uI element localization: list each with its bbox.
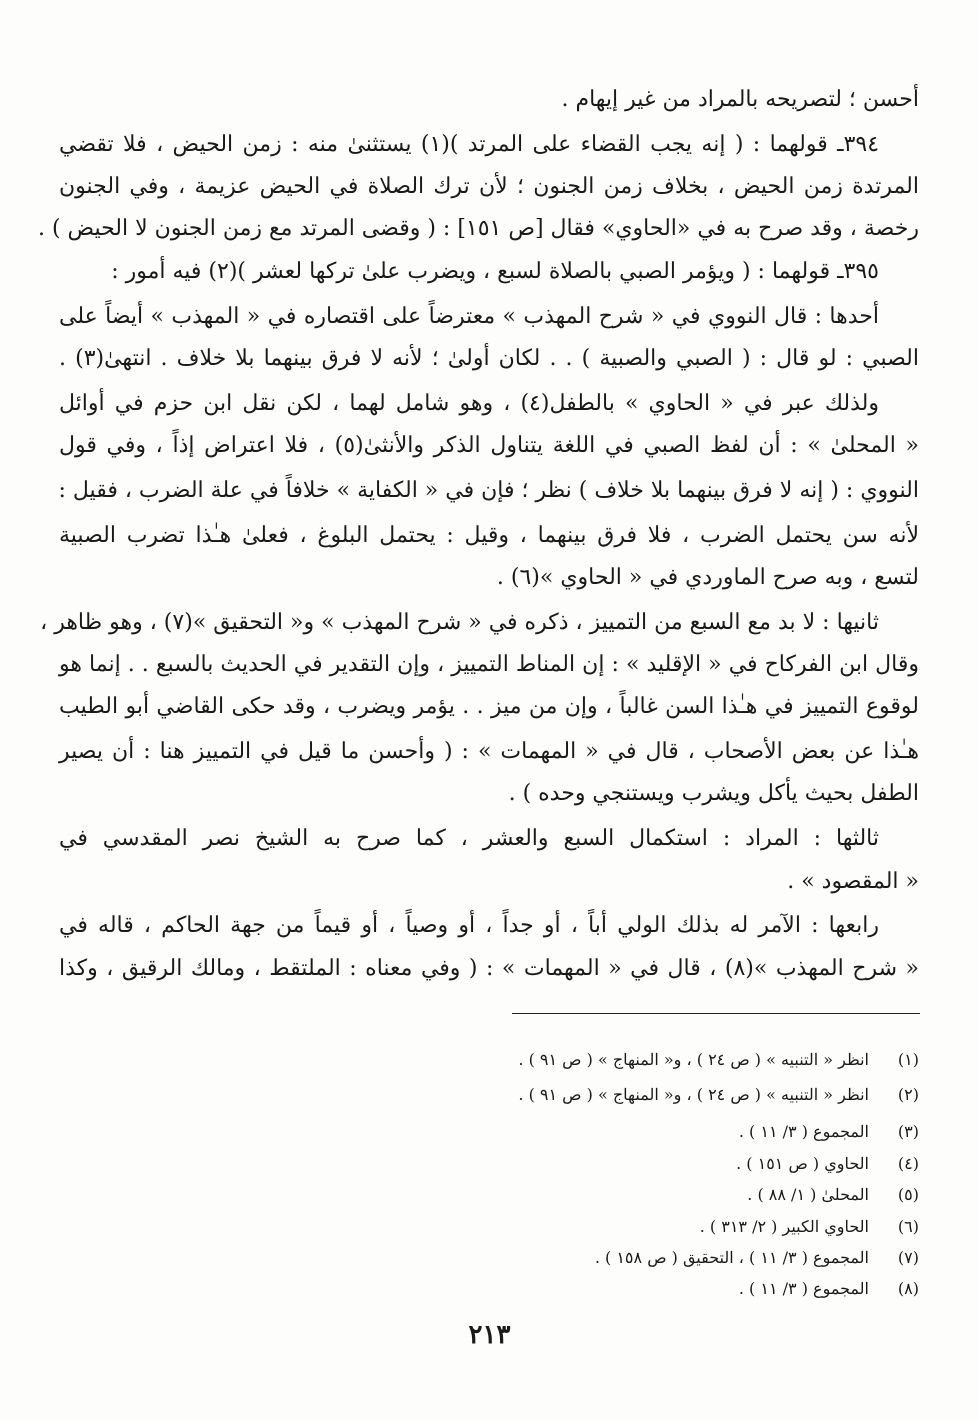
footnote-divider	[512, 1013, 920, 1014]
footnote	[59, 1212, 919, 1242]
footnote-number: (٥)	[897, 1185, 919, 1204]
footnote	[59, 1149, 919, 1179]
text-line: لوقوع التمييز في هـٰذا السن غالباً ، وإن من ميز . . يؤمر ويضرب ، وقد حكى القاضي أبو الطيب	[59, 694, 919, 719]
footnote-number: (٤)	[897, 1154, 919, 1173]
text-line: لأنه سن يحتمل الضرب ، فلا فرق بينهما ، وقيل : يحتمل البلوغ ، فعلىٰ هـٰذا تضرب الصبية	[59, 523, 919, 548]
text-line: « المقصود » .	[787, 869, 919, 894]
text-line: لتسع ، وبه صرح الماوردي في « الحاوي »(٦) .	[496, 565, 919, 590]
footnote-text: انظر « التنبيه » ( ص ٢٤ ) ، و« المنهاج » ( ص ٩١ ) .	[518, 1050, 869, 1069]
text-line: « شرح المهذب »(٨) ، قال في « المهمات » : ( وفي معناه : الملتقط ، ومالك الرقيق ، وكذا	[59, 956, 919, 981]
footnote-number: (٢)	[897, 1085, 919, 1104]
footnote-number: (٨)	[897, 1279, 919, 1298]
footnote-text: انظر « التنبيه » ( ص ٢٤ ) ، و« المنهاج » ( ص ٩١ ) .	[518, 1085, 869, 1104]
footnote-number: (١)	[897, 1050, 919, 1069]
text-line: هـٰذا عن بعض الأصحاب ، قال في « المهمات » : ( وأحسن ما قيل في التمييز هنا : أن يصير	[59, 739, 919, 764]
footnote	[59, 1274, 919, 1304]
text-line: ٣٩٥ـ قولهما : ( ويؤمر الصبي بالصلاة لسبع ، ويضرب علىٰ تركها لعشر )(٢) فيه أمور :	[111, 259, 879, 284]
footnote	[59, 1243, 919, 1273]
footnote-text: الحاوي الكبير ( ٢/ ٣١٣ ) .	[699, 1217, 869, 1236]
footnote	[59, 1080, 919, 1110]
footnote	[59, 1045, 919, 1075]
text-line: أحسن ؛ لتصريحه بالمراد من غير إيهام .	[561, 87, 919, 112]
text-line: المرتدة زمن الحيض ، بخلاف زمن الجنون ؛ لأن ترك الصلاة في الحيض عزيمة ، وفي الجنون	[59, 174, 919, 199]
footnote-text: المجموع ( ٣/ ١١ ) .	[738, 1122, 869, 1141]
text-line: رخصة ، وقد صرح به في «الحاوي» فقال [ص ١٥١] : ( وقضى المرتد مع زمن الجنون لا الحيض ) .	[37, 216, 919, 241]
footnote-text: المجموع ( ٣/ ١١ ) ، التحقيق ( ص ١٥٨ ) .	[594, 1248, 869, 1267]
text-line: ولذلك عبر في « الحاوي » بالطفل(٤) ، وهو شامل لهما ، لكن نقل ابن حزم في أوائل	[59, 391, 879, 416]
text-line: الطفل بحيث يأكل ويشرب ويستنجي وحده ) .	[508, 781, 919, 806]
text-line: وقال ابن الفركاح في « الإقليد » : إن المناط التمييز ، وإن التقدير في الحديث بالسبع . . إنما هو	[59, 652, 919, 677]
text-line: ثانيها : لا بد مع السبع من التمييز ، ذكره في « شرح المهذب » و« التحقيق »(٧) ، وهو ظاهر ،	[40, 610, 879, 635]
footnote-text: المحلىٰ ( ١/ ٨٨ ) .	[747, 1185, 869, 1204]
text-line: « المحلىٰ » : أن لفظ الصبي في اللغة يتناول الذكر والأنثىٰ(٥) ، فلا اعتراض إذاً ، وفي قول	[59, 433, 919, 458]
text-line: النووي : ( إنه لا فرق بينهما بلا خلاف ) نظر ؛ فإن في « الكفاية » خلافاً في علة الضرب ، فقيل :	[58, 478, 919, 503]
text-line: ٣٩٤ـ قولهما : ( إنه يجب القضاء على المرتد )(١) يستثنىٰ منه : زمن الحيض ، فلا تقضي	[59, 132, 880, 157]
footnote-number: (٣)	[897, 1122, 919, 1141]
footnote-text: الحاوي ( ص ١٥١ ) .	[736, 1154, 869, 1173]
text-line: أحدها : قال النووي في « شرح المهذب » معترضاً على اقتصاره في « المهذب » أيضاً على	[59, 304, 879, 329]
footnote-number: (٧)	[897, 1248, 919, 1267]
footnote-text: المجموع ( ٣/ ١١ ) .	[738, 1279, 869, 1298]
text-line: رابعها : الآمر له بذلك الولي أباً ، أو جداً ، أو وصياً ، أو قيماً من جهة الحاكم ، قاله في	[59, 913, 879, 938]
page-number: ٢١٣	[468, 1320, 511, 1350]
footnote	[59, 1180, 919, 1210]
text-line: الصبي : لو قال : ( الصبي والصبية ) . . لكان أولىٰ ؛ لأنه لا فرق بينهما بلا خلاف . انتهىٰ(٣) .	[59, 346, 920, 371]
footnote	[59, 1117, 919, 1147]
text-line: ثالثها : المراد : استكمال السبع والعشر ، كما صرح به الشيخ نصر المقدسي في	[59, 826, 879, 851]
footnote-number: (٦)	[897, 1217, 919, 1236]
